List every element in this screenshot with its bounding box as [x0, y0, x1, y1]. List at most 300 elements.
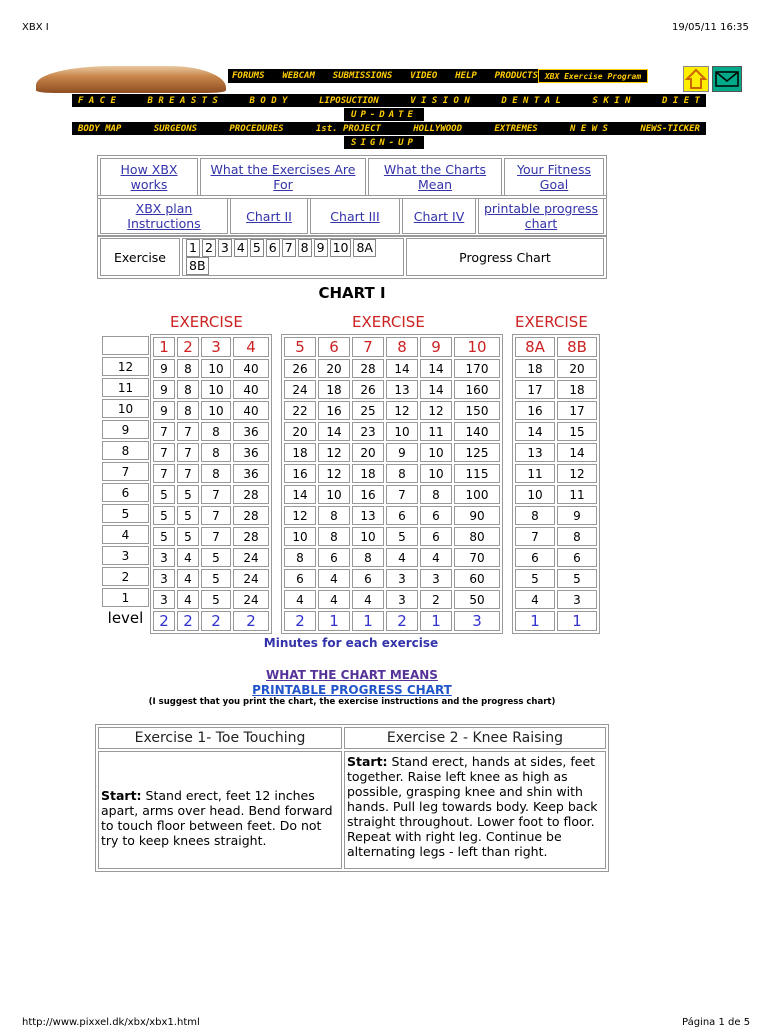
chart-value-cell: 8: [177, 401, 199, 420]
chart-value-cell: 10: [318, 485, 350, 504]
exercise-1-start-label: Start:: [101, 788, 142, 803]
exercise-2-title: Exercise 2 - Knee Raising: [344, 727, 606, 749]
chart-value-cell: 36: [233, 443, 269, 462]
nav-diet[interactable]: D I E T: [662, 95, 700, 106]
minutes-cell: 1: [557, 611, 597, 631]
chart-value-cell: 3: [420, 569, 452, 588]
minutes-cell: 2: [233, 611, 269, 631]
chart-value-cell: 6: [557, 548, 597, 567]
logo-body-image: [36, 66, 226, 93]
chart-value-cell: 12: [557, 464, 597, 483]
nav-liposuction[interactable]: LIPOSUCTION: [319, 95, 379, 106]
chart-value-cell: 18: [318, 380, 350, 399]
level-header-cell: [102, 336, 149, 355]
chart-value-cell: 24: [233, 590, 269, 609]
minutes-cell: 2: [201, 611, 231, 631]
chart-value-cell: 8: [515, 506, 555, 525]
chart-row: [284, 548, 500, 567]
level-cell: 12: [102, 357, 149, 376]
exercise-number-header: 8B: [557, 337, 597, 357]
footer-url: http://www.pixxel.dk/xbx/xbx1.html: [22, 1017, 200, 1028]
chart-value-cell: 6: [515, 548, 555, 567]
chart-value-cell: 36: [233, 422, 269, 441]
chart-group-3: [512, 334, 600, 634]
chart-value-cell: 14: [386, 359, 418, 378]
chart-value-cell: 11: [515, 464, 555, 483]
exercise-heading-2: EXERCISE: [352, 313, 425, 331]
chart-row: [284, 590, 500, 609]
page-cutoff: [94, 872, 614, 880]
exercise-number-header: 8: [386, 337, 418, 357]
nav-row-bottom: [72, 122, 706, 135]
chart-value-cell: 7: [201, 527, 231, 546]
chart-value-cell: 40: [233, 401, 269, 420]
level-cell: 3: [102, 546, 149, 565]
link-what-charts[interactable]: What the Charts Mean: [383, 162, 487, 192]
chart-row: [284, 422, 500, 441]
chart-value-cell: 24: [284, 380, 316, 399]
chart-value-cell: 22: [284, 401, 316, 420]
chart-value-cell: 5: [201, 548, 231, 567]
minutes-cell: 2: [177, 611, 199, 631]
minutes-cell: 1: [420, 611, 452, 631]
chart-value-cell: 12: [318, 443, 350, 462]
chart-value-cell: 5: [386, 527, 418, 546]
mail-icon[interactable]: [712, 66, 742, 92]
chart-value-cell: 4: [177, 569, 199, 588]
nav-face[interactable]: F A C E: [78, 95, 116, 106]
chart-value-cell: 20: [318, 359, 350, 378]
chart-value-cell: 13: [386, 380, 418, 399]
chart-value-cell: 18: [352, 464, 384, 483]
chart-value-cell: 13: [515, 443, 555, 462]
chart-value-cell: 3: [153, 569, 175, 588]
nav-procedures[interactable]: PROCEDURES: [229, 123, 284, 134]
chart-row: [153, 422, 269, 441]
chart-value-cell: 10: [420, 464, 452, 483]
chart-value-cell: 20: [557, 359, 597, 378]
minutes-cell: 3: [454, 611, 500, 631]
chart-value-cell: 8: [386, 464, 418, 483]
chart-value-cell: 70: [454, 548, 500, 567]
nav-vision[interactable]: V I S I O N: [410, 95, 470, 106]
chart-value-cell: 28: [233, 506, 269, 525]
chart-group-1: [150, 334, 272, 634]
chart-value-cell: 15: [557, 422, 597, 441]
exercise-link-10[interactable]: 10: [330, 239, 352, 257]
exercise-2-start-label: Start:: [347, 754, 388, 769]
chart-row: [515, 485, 597, 504]
chart-value-cell: 24: [233, 548, 269, 567]
exercise-number-header: 10: [454, 337, 500, 357]
nav-xbx-program[interactable]: [538, 69, 648, 83]
chart-value-cell: 4: [177, 590, 199, 609]
exercise-number-header: 8A: [515, 337, 555, 357]
chart-row: [515, 527, 597, 546]
exercise-link-4[interactable]: 4: [234, 239, 248, 257]
print-suggestion: (I suggest that you print the chart, the exercise instructions and the progress chart): [148, 697, 556, 707]
chart-value-cell: 8: [177, 359, 199, 378]
level-label: level: [107, 609, 144, 627]
link-what-exercises[interactable]: What the Exercises Are For: [210, 162, 356, 192]
chart-value-cell: 14: [284, 485, 316, 504]
chart-value-cell: 170: [454, 359, 500, 378]
exercise-heading-1: EXERCISE: [170, 313, 243, 331]
nav-products[interactable]: PRODUCTS: [494, 71, 538, 81]
chart-value-cell: 24: [233, 569, 269, 588]
chart-value-cell: 23: [352, 422, 384, 441]
chart-value-cell: 8: [420, 485, 452, 504]
link-fitness-goal[interactable]: Your Fitness Goal: [517, 162, 591, 192]
exercise-1-description: [98, 751, 342, 869]
chart-value-cell: 125: [454, 443, 500, 462]
chart-row: [153, 590, 269, 609]
chart-value-cell: 7: [515, 527, 555, 546]
minutes-cell: 1: [515, 611, 555, 631]
chart-row: [284, 401, 500, 420]
nav-breasts[interactable]: B R E A S T S: [147, 95, 218, 106]
chart-value-cell: 20: [284, 422, 316, 441]
chart-value-cell: 6: [420, 506, 452, 525]
exercise-2-text: Stand erect, hands at sides, feet together. Raise left knee as high as possible, grasping knee and shin with hands. Pull leg towards body. Keep back straight throughout. Lower foot to floor. Repeat with right leg. Continue be alternating legs - left than right.: [347, 754, 598, 859]
chart-value-cell: 16: [352, 485, 384, 504]
chart-value-cell: 8: [177, 380, 199, 399]
chart-value-cell: 50: [454, 590, 500, 609]
chart-value-cell: 6: [386, 506, 418, 525]
chart-value-cell: 7: [201, 506, 231, 525]
chart-value-cell: 28: [233, 527, 269, 546]
chart-value-cell: 5: [177, 485, 199, 504]
exercise-link-5[interactable]: 5: [250, 239, 264, 257]
nav-help[interactable]: HELP: [455, 71, 477, 81]
minutes-cell: 2: [153, 611, 175, 631]
chart-value-cell: 12: [318, 464, 350, 483]
chart-row: [284, 527, 500, 546]
links-table: [97, 155, 607, 199]
chart-value-cell: 4: [177, 548, 199, 567]
chart-row: [284, 380, 500, 399]
exercise-number-header: 7: [352, 337, 384, 357]
chart-value-cell: 10: [420, 443, 452, 462]
level-cell: 4: [102, 525, 149, 544]
chart-value-cell: 3: [386, 590, 418, 609]
nav-dental[interactable]: D E N T A L: [501, 95, 561, 106]
link-chart-iii[interactable]: Chart III: [330, 208, 380, 224]
exercise-link-row: [97, 235, 607, 279]
chart-value-cell: 16: [284, 464, 316, 483]
exercise-number-header: 6: [318, 337, 350, 357]
chart-row: [515, 506, 597, 525]
nav-submissions[interactable]: SUBMISSIONS: [332, 71, 393, 81]
chart-value-cell: 5: [557, 569, 597, 588]
exercise-number-header: 3: [201, 337, 231, 357]
minutes-cell: 2: [386, 611, 418, 631]
chart-row: [284, 569, 500, 588]
exercise-number-header: 2: [177, 337, 199, 357]
chart-value-cell: 10: [284, 527, 316, 546]
chart-value-cell: 18: [515, 359, 555, 378]
chart-row: [515, 422, 597, 441]
chart-value-cell: 6: [318, 548, 350, 567]
level-cell: 8: [102, 441, 149, 460]
link-chart-iv[interactable]: Chart IV: [413, 208, 465, 224]
chart-value-cell: 10: [515, 485, 555, 504]
exercise-number-header: 9: [420, 337, 452, 357]
exercise-link-7[interactable]: 7: [282, 239, 296, 257]
page-header-title: XBX I: [22, 22, 49, 33]
chart-value-cell: 7: [201, 485, 231, 504]
exercise-2-description: [344, 751, 606, 869]
chart-value-cell: 9: [386, 443, 418, 462]
chart-value-cell: 25: [352, 401, 384, 420]
chart-value-cell: 80: [454, 527, 500, 546]
minutes-cell: 1: [352, 611, 384, 631]
nav-video[interactable]: VIDEO: [410, 71, 438, 81]
nav-signup-label: SIGN-UP: [351, 137, 417, 148]
chart-value-cell: 3: [557, 590, 597, 609]
chart-value-cell: 18: [557, 380, 597, 399]
chart-value-cell: 5: [153, 527, 175, 546]
chart-row: [515, 590, 597, 609]
nav-hollywood[interactable]: HOLLYWOOD: [413, 123, 463, 134]
nav-skin[interactable]: S K I N: [592, 95, 631, 106]
chart-row: [284, 485, 500, 504]
link-chart-ii[interactable]: Chart II: [246, 208, 292, 224]
nav-first-project[interactable]: 1st. PROJECT: [315, 123, 381, 134]
chart-value-cell: 7: [153, 422, 175, 441]
nav-news-ticker[interactable]: NEWS-TICKER: [640, 123, 700, 134]
level-cell: 1: [102, 588, 149, 607]
level-column: [100, 334, 151, 629]
chart-row: [284, 506, 500, 525]
chart-row: [153, 485, 269, 504]
chart-value-cell: 150: [454, 401, 500, 420]
exercise-heading-3: EXERCISE: [515, 313, 588, 331]
chart-value-cell: 5: [177, 527, 199, 546]
chart-value-cell: 5: [153, 485, 175, 504]
level-cell: 9: [102, 420, 149, 439]
chart-row: [515, 359, 597, 378]
chart-value-cell: 4: [420, 548, 452, 567]
exercise-link-8[interactable]: 8: [298, 239, 312, 257]
chart-value-cell: 14: [515, 422, 555, 441]
chart-value-cell: 8: [352, 548, 384, 567]
chart-value-cell: 9: [557, 506, 597, 525]
chart-value-cell: 9: [153, 380, 175, 399]
exercise-link-6[interactable]: 6: [266, 239, 280, 257]
chart-title: CHART I: [318, 284, 386, 302]
chart-value-cell: 14: [420, 380, 452, 399]
chart-value-cell: 40: [233, 380, 269, 399]
exercise-link-1[interactable]: 1: [186, 239, 200, 257]
chart-value-cell: 11: [557, 485, 597, 504]
exercise-link-3[interactable]: 3: [218, 239, 232, 257]
nav-surgeons[interactable]: SURGEONS: [153, 123, 198, 134]
home-icon[interactable]: [683, 66, 709, 92]
chart-value-cell: 6: [352, 569, 384, 588]
chart-value-cell: 3: [153, 548, 175, 567]
chart-value-cell: 7: [153, 464, 175, 483]
chart-value-cell: 7: [177, 443, 199, 462]
exercise-link-9[interactable]: 9: [314, 239, 328, 257]
nav-body-map[interactable]: BODY MAP: [78, 123, 122, 134]
exercise-link-8a[interactable]: 8A: [353, 239, 376, 257]
chart-value-cell: 4: [386, 548, 418, 567]
nav-row-top: [228, 69, 542, 83]
chart-value-cell: 90: [454, 506, 500, 525]
exercise-1-title: Exercise 1- Toe Touching: [98, 727, 342, 749]
chart-value-cell: 4: [515, 590, 555, 609]
chart-row: [515, 401, 597, 420]
page-header-datetime: 19/05/11 16:35: [672, 22, 749, 33]
nav-body[interactable]: B O D Y: [249, 95, 288, 106]
chart-value-cell: 5: [515, 569, 555, 588]
chart-row: [153, 569, 269, 588]
nav-update[interactable]: [344, 108, 424, 121]
chart-value-cell: 7: [153, 443, 175, 462]
chart-row: [153, 359, 269, 378]
level-cell: 5: [102, 504, 149, 523]
chart-value-cell: 4: [318, 590, 350, 609]
exercise-number-header: 4: [233, 337, 269, 357]
exercise-1-text: Stand erect, feet 12 inches apart, arms over head. Bend forward to touch floor between feet. Do not try to keep knees straight.: [101, 788, 333, 848]
chart-value-cell: 17: [557, 401, 597, 420]
chart-value-cell: 7: [177, 422, 199, 441]
footer-page: Página 1 de 5: [682, 1017, 751, 1028]
nav-xbx-program-label: XBX Exercise Program: [544, 71, 642, 81]
chart-value-cell: 8: [201, 464, 231, 483]
chart-value-cell: 17: [515, 380, 555, 399]
chart-row: [515, 443, 597, 462]
chart-value-cell: 8: [318, 506, 350, 525]
exercise-number-header: 1: [153, 337, 175, 357]
chart-row: [284, 359, 500, 378]
link-what-chart-means[interactable]: WHAT THE CHART MEANS: [266, 668, 438, 682]
chart-value-cell: 10: [201, 401, 231, 420]
chart-value-cell: 140: [454, 422, 500, 441]
exercise-instructions-table: [95, 724, 609, 872]
chart-value-cell: 5: [201, 569, 231, 588]
chart-value-cell: 10: [201, 359, 231, 378]
chart-row: [284, 464, 500, 483]
chart-value-cell: 26: [284, 359, 316, 378]
chart-value-cell: 4: [318, 569, 350, 588]
exercise-number-links: [182, 238, 404, 276]
nav-extremes[interactable]: EXTREMES: [494, 123, 538, 134]
link-xbx-instructions[interactable]: XBX plan Instructions: [127, 201, 201, 231]
chart-value-cell: 4: [352, 590, 384, 609]
chart-value-cell: 8: [284, 548, 316, 567]
chart-value-cell: 115: [454, 464, 500, 483]
nav-row-middle: [72, 94, 706, 107]
chart-value-cell: 13: [352, 506, 384, 525]
chart-value-cell: 12: [420, 401, 452, 420]
chart-value-cell: 12: [284, 506, 316, 525]
chart-value-cell: 160: [454, 380, 500, 399]
chart-value-cell: 3: [153, 590, 175, 609]
chart-row: [153, 527, 269, 546]
chart-row: [515, 380, 597, 399]
chart-value-cell: 9: [153, 401, 175, 420]
link-printable-progress[interactable]: printable progress chart: [483, 201, 599, 231]
chart-row: [515, 569, 597, 588]
chart-value-cell: 7: [177, 464, 199, 483]
chart-value-cell: 5: [177, 506, 199, 525]
chart-row: [153, 443, 269, 462]
exercise-link-8b[interactable]: 8B: [186, 257, 209, 275]
level-cell: 10: [102, 399, 149, 418]
chart-value-cell: 8: [557, 527, 597, 546]
chart-value-cell: 4: [284, 590, 316, 609]
link-how-xbx-works[interactable]: How XBX works: [120, 162, 178, 192]
exercise-label: Exercise: [100, 238, 180, 276]
exercise-link-2[interactable]: 2: [202, 239, 216, 257]
chart-value-cell: 8: [201, 443, 231, 462]
chart-row: [153, 380, 269, 399]
chart-row: [153, 506, 269, 525]
exercise-number-header: 5: [284, 337, 316, 357]
chart-value-cell: 8: [201, 422, 231, 441]
chart-value-cell: 16: [515, 401, 555, 420]
chart-value-cell: 8: [318, 527, 350, 546]
links-table-2: [97, 195, 607, 237]
chart-value-cell: 10: [201, 380, 231, 399]
level-cell: 2: [102, 567, 149, 586]
nav-forums[interactable]: FORUMS: [232, 71, 265, 81]
chart-value-cell: 10: [352, 527, 384, 546]
chart-value-cell: 2: [420, 590, 452, 609]
minutes-cell: 1: [318, 611, 350, 631]
chart-row: [284, 443, 500, 462]
nav-news[interactable]: N E W S: [570, 123, 608, 134]
chart-row: [515, 464, 597, 483]
nav-update-label: UP-DATE: [351, 109, 417, 120]
chart-value-cell: 14: [318, 422, 350, 441]
chart-row: [153, 464, 269, 483]
nav-signup[interactable]: [344, 136, 424, 149]
progress-chart-link[interactable]: Progress Chart: [406, 238, 604, 276]
level-cell: 7: [102, 462, 149, 481]
chart-value-cell: 5: [153, 506, 175, 525]
chart-value-cell: 3: [386, 569, 418, 588]
chart-value-cell: 28: [233, 485, 269, 504]
chart-value-cell: 5: [201, 590, 231, 609]
chart-value-cell: 9: [153, 359, 175, 378]
chart-value-cell: 20: [352, 443, 384, 462]
link-printable-progress-chart[interactable]: PRINTABLE PROGRESS CHART: [252, 683, 452, 697]
chart-value-cell: 7: [386, 485, 418, 504]
chart-value-cell: 10: [386, 422, 418, 441]
chart-value-cell: 28: [352, 359, 384, 378]
nav-webcam[interactable]: WEBCAM: [282, 71, 315, 81]
chart-group-2: [281, 334, 503, 634]
chart-value-cell: 16: [318, 401, 350, 420]
chart-value-cell: 6: [420, 527, 452, 546]
chart-row: [153, 548, 269, 567]
level-cell: 11: [102, 378, 149, 397]
chart-value-cell: 100: [454, 485, 500, 504]
chart-row: [153, 401, 269, 420]
chart-value-cell: 26: [352, 380, 384, 399]
chart-value-cell: 40: [233, 359, 269, 378]
chart-value-cell: 12: [386, 401, 418, 420]
chart-value-cell: 14: [557, 443, 597, 462]
chart-value-cell: 6: [284, 569, 316, 588]
chart-row: [515, 548, 597, 567]
level-cell: 6: [102, 483, 149, 502]
minutes-caption: Minutes for each exercise: [263, 636, 439, 650]
chart-value-cell: 36: [233, 464, 269, 483]
